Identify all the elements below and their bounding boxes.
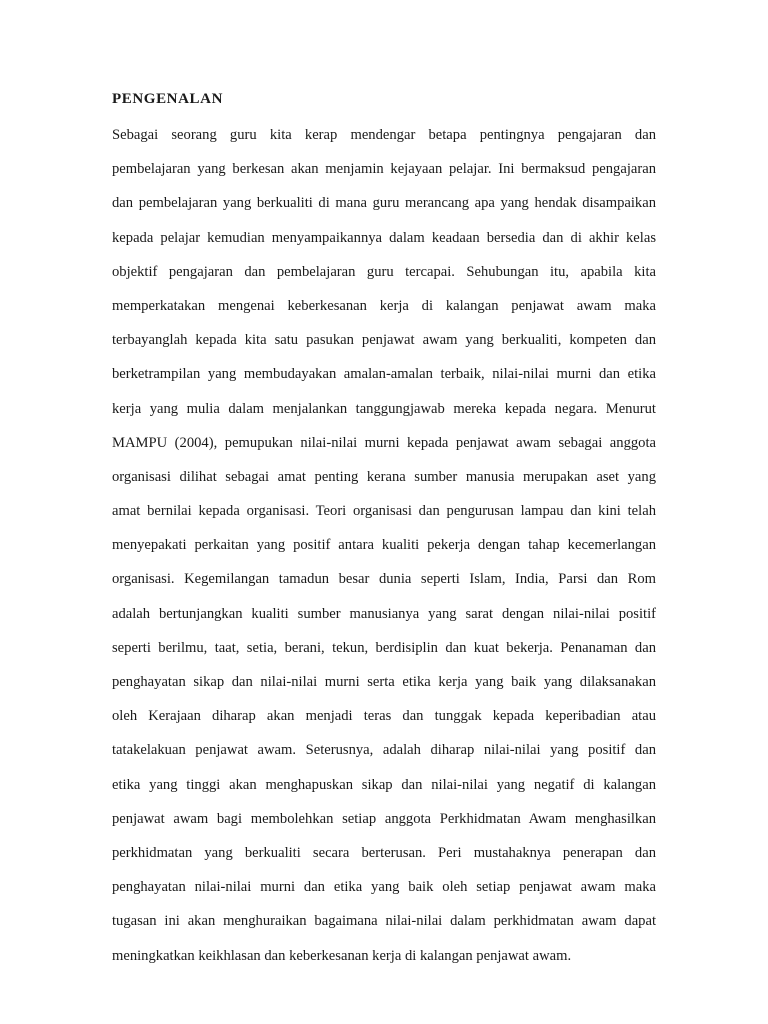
paragraph-line: organisasi. Kegemilangan tamadun besar dunia seperti Islam, India, Parsi dan Rom bbox=[112, 571, 656, 588]
paragraph-line: memperkatakan mengenai keberkesanan kerja di kalangan penjawat awam maka bbox=[112, 297, 656, 314]
paragraph-line: MAMPU (2004), pemupukan nilai-nilai murni kepada penjawat awam sebagai anggota bbox=[112, 434, 656, 451]
section-heading: PENGENALAN bbox=[112, 91, 224, 107]
paragraph-line: amat bernilai kepada organisasi. Teori organisasi dan pengurusan lampau dan kini telah bbox=[112, 503, 656, 520]
paragraph-line: objektif pengajaran dan pembelajaran guru tercapai. Sehubungan itu, apabila kita bbox=[112, 263, 656, 280]
paragraph-line: pembelajaran yang berkesan akan menjamin kejayaan pelajar. Ini bermaksud pengajaran bbox=[112, 161, 656, 178]
paragraph-line: adalah bertunjangkan kualiti sumber manusianya yang sarat dengan nilai-nilai positif bbox=[112, 605, 656, 622]
paragraph-line: menyepakati perkaitan yang positif antara kualiti pekerja dengan tahap kecemerlangan bbox=[112, 537, 656, 554]
paragraph-line: dan pembelajaran yang berkualiti di mana guru merancang apa yang hendak disampaikan bbox=[112, 195, 656, 212]
paragraph-line: berketrampilan yang membudayakan amalan-amalan terbaik, nilai-nilai murni dan etika bbox=[112, 366, 656, 383]
paragraph-line: kerja yang mulia dalam menjalankan tanggungjawab mereka kepada negara. Menurut bbox=[112, 400, 656, 417]
paragraph-line: penghayatan nilai-nilai murni dan etika yang baik oleh setiap penjawat awam maka bbox=[112, 879, 656, 896]
paragraph-line: etika yang tinggi akan menghapuskan sikap dan nilai-nilai yang negatif di kalangan bbox=[112, 776, 656, 793]
paragraph-line: oleh Kerajaan diharap akan menjadi teras dan tunggak kepada keperibadian atau bbox=[112, 708, 656, 725]
paragraph-line: tugasan ini akan menghuraikan bagaimana nilai-nilai dalam perkhidmatan awam dapat bbox=[112, 913, 656, 930]
paragraph-line: penjawat awam bagi membolehkan setiap anggota Perkhidmatan Awam menghasilkan bbox=[112, 810, 656, 827]
paragraph-line: meningkatkan keikhlasan dan keberkesanan kerja di kalangan penjawat awam. bbox=[112, 947, 572, 964]
paragraph-line: terbayanglah kepada kita satu pasukan penjawat awam yang berkualiti, kompeten dan bbox=[112, 332, 656, 349]
paragraph-line: penghayatan sikap dan nilai-nilai murni serta etika kerja yang baik yang dilaksanakan bbox=[112, 674, 656, 690]
paragraph-line: Sebagai seorang guru kita kerap mendengar betapa pentingnya pengajaran dan bbox=[112, 127, 656, 143]
body-paragraph bbox=[112, 118, 656, 973]
paragraph-line: perkhidmatan yang berkualiti secara berterusan. Peri mustahaknya penerapan dan bbox=[112, 844, 656, 861]
paragraph-line: tatakelakuan penjawat awam. Seterusnya, adalah diharap nilai-nilai yang positif dan bbox=[112, 742, 656, 759]
paragraph-line: organisasi dilihat sebagai amat penting kerana sumber manusia merupakan aset yang bbox=[112, 468, 656, 485]
paragraph-line: kepada pelajar kemudian menyampaikannya dalam keadaan bersedia dan di akhir kelas bbox=[112, 229, 656, 246]
paragraph-line: seperti berilmu, taat, setia, berani, tekun, berdisiplin dan kuat bekerja. Penanaman dan bbox=[112, 639, 656, 656]
